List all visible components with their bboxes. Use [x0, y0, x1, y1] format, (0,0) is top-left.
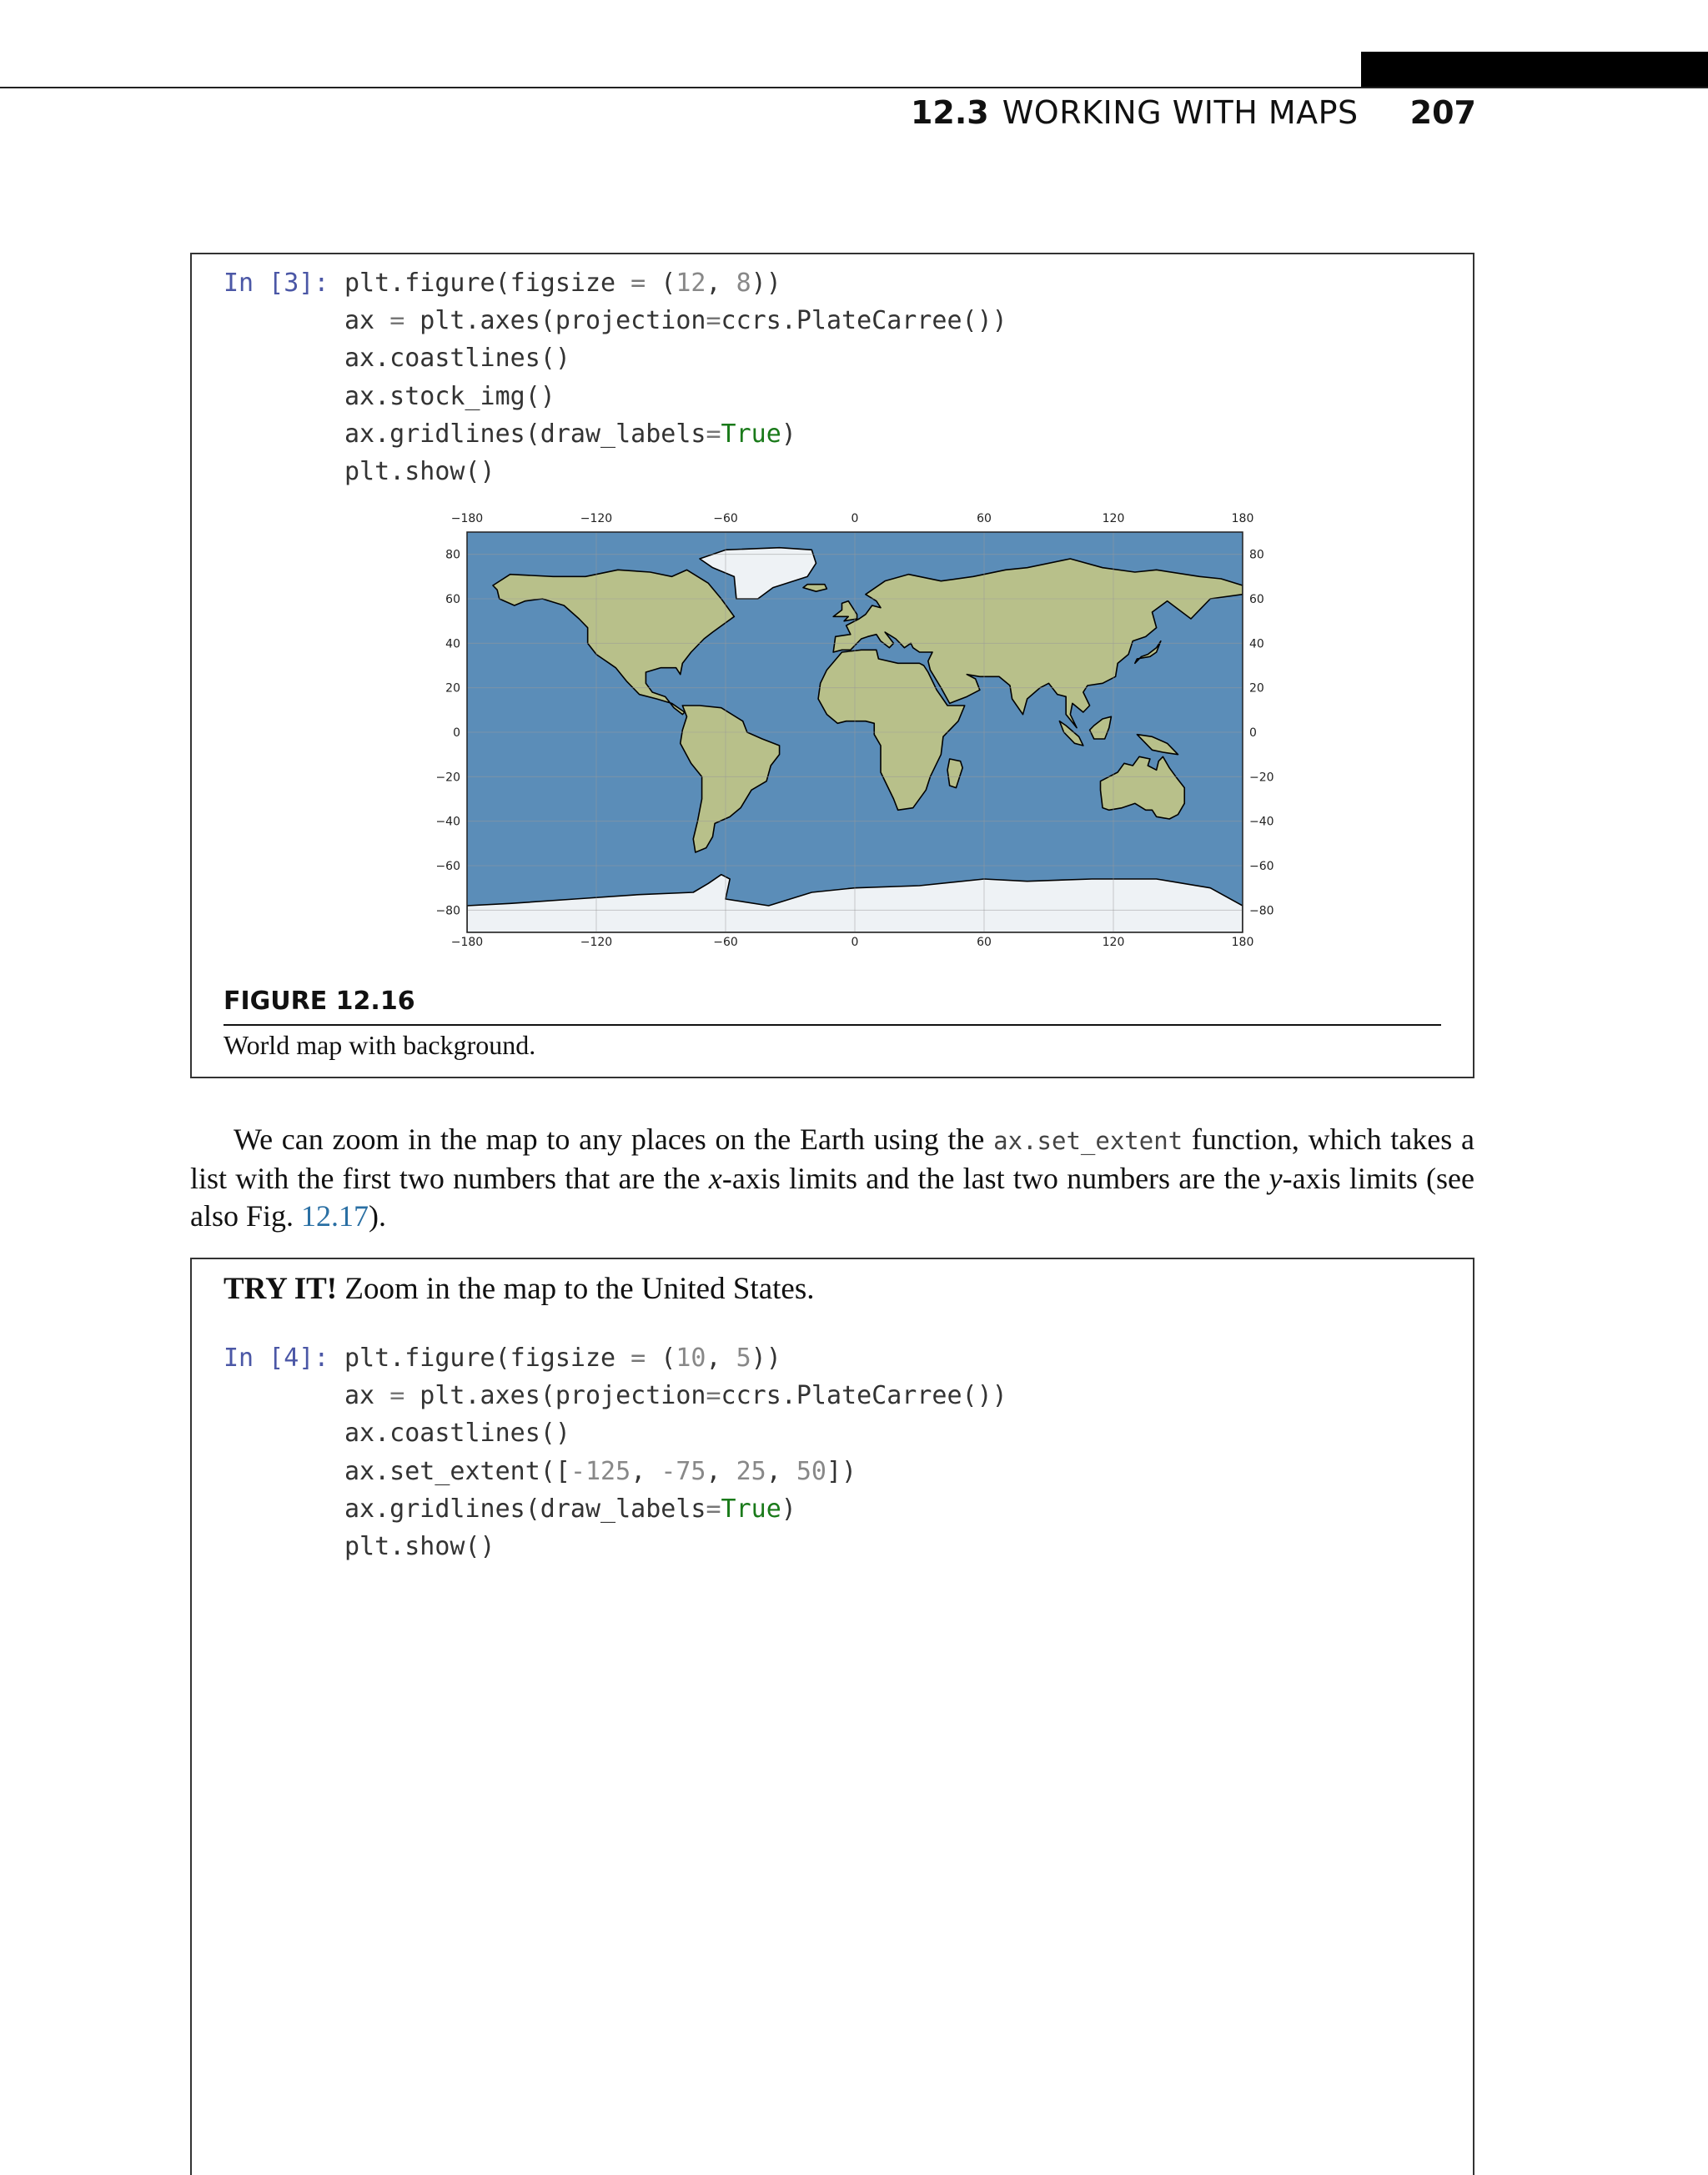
section-title: WORKING WITH MAPS	[1002, 94, 1359, 131]
code-token: )	[781, 1494, 796, 1524]
code-line	[224, 1339, 1007, 1377]
code-text	[344, 378, 555, 415]
code-indent	[224, 1528, 344, 1565]
inline-code: ax.set_extent	[993, 1127, 1183, 1155]
code-token: -125	[570, 1456, 631, 1486]
y-tick-label-left: −60	[435, 860, 460, 873]
y-tick-label-right: 80	[1249, 548, 1264, 562]
x-tick-label-top: −60	[713, 512, 738, 525]
y-tick-label-left: 0	[453, 726, 460, 740]
code-token: -75	[661, 1456, 706, 1486]
header-rule	[0, 87, 1708, 88]
code-token: ax.coastlines()	[344, 1419, 570, 1449]
code-token: plt.figure(figsize	[344, 1344, 631, 1373]
code-text	[344, 339, 570, 377]
section-number: 12.3	[910, 94, 989, 131]
code-line	[224, 1490, 1007, 1528]
paragraph-part: ).	[369, 1199, 387, 1233]
code-line	[224, 1453, 1007, 1490]
code-text	[344, 1528, 495, 1565]
code-indent	[224, 415, 344, 453]
code-line	[224, 264, 1007, 302]
italic-y: y	[1268, 1162, 1283, 1195]
code-token: (	[646, 269, 676, 298]
code-indent	[224, 1490, 344, 1528]
code-text	[344, 1490, 796, 1528]
x-tick-label-bottom: 180	[1231, 936, 1254, 949]
code-token: 8	[736, 269, 751, 298]
code-indent	[224, 453, 344, 490]
x-tick-label-bottom: −180	[450, 936, 484, 949]
code-text	[344, 415, 796, 453]
code-token: ax.set_extent([	[344, 1456, 570, 1486]
y-tick-label-right: −20	[1249, 771, 1274, 785]
code-line	[224, 1414, 1007, 1452]
header-tab-bar	[1361, 52, 1708, 88]
page-number: 207	[1409, 94, 1476, 131]
code-token: ))	[751, 269, 781, 298]
code-token: ax	[344, 306, 390, 336]
code-text	[344, 1414, 570, 1452]
code-token: =	[389, 306, 405, 336]
y-tick-label-left: 60	[445, 593, 460, 606]
y-tick-label-right: 20	[1249, 681, 1264, 696]
x-tick-label-top: 60	[977, 512, 992, 525]
y-tick-label-left: −20	[435, 771, 460, 785]
code-token: ,	[766, 1456, 796, 1486]
code-indent	[224, 1377, 344, 1414]
code-token: ccrs.PlateCarree())	[721, 1381, 1007, 1411]
code-block-4	[224, 1339, 1007, 1565]
code-indent	[224, 1414, 344, 1452]
code-line	[224, 415, 1007, 453]
code-token: =	[389, 1381, 405, 1411]
code-token: =	[630, 1344, 646, 1373]
code-block-3	[224, 264, 1007, 490]
code-token: (	[646, 1344, 676, 1373]
x-tick-label-top: −180	[450, 512, 484, 525]
code-indent	[224, 378, 344, 415]
y-tick-label-right: −60	[1249, 860, 1274, 873]
figure-reference-link[interactable]: 12.17	[301, 1199, 369, 1233]
y-tick-label-right: 0	[1249, 726, 1257, 740]
code-line	[224, 378, 1007, 415]
paragraph-text	[190, 1121, 1474, 1235]
code-text	[344, 453, 495, 490]
code-token: =	[630, 269, 646, 298]
y-tick-label-right: −80	[1249, 904, 1274, 918]
code-indent	[224, 1453, 344, 1490]
code-token: ))	[751, 1344, 781, 1373]
code-text	[344, 264, 781, 302]
cell-prompt: In [3]:	[224, 269, 329, 298]
code-token: =	[706, 1494, 721, 1524]
try-it-box	[190, 1258, 1474, 2175]
y-tick-label-left: −80	[435, 904, 460, 918]
code-token: ax.coastlines()	[344, 344, 570, 374]
x-tick-label-bottom: 60	[977, 936, 992, 949]
code-token: ax.gridlines(draw_labels	[344, 419, 706, 449]
running-head	[911, 92, 1476, 133]
try-it-text: Zoom in the map to the United States.	[337, 1272, 815, 1306]
paragraph-part: function, which takes a list with the first two numbers that are the	[190, 1123, 1474, 1195]
cell-prompt: In [4]:	[224, 1344, 329, 1373]
code-token: )	[781, 419, 796, 449]
y-tick-label-left: 80	[445, 548, 460, 562]
code-token: ,	[706, 1344, 736, 1373]
x-tick-label-top: 120	[1102, 512, 1125, 525]
y-tick-label-left: 40	[445, 637, 460, 651]
code-token: 50	[796, 1456, 826, 1486]
code-token: ccrs.PlateCarree())	[721, 306, 1007, 336]
code-token: =	[706, 1381, 721, 1411]
figure-caption: World map with background.	[224, 1030, 536, 1060]
body-paragraph	[190, 1121, 1474, 1235]
italic-x: x	[708, 1162, 722, 1195]
code-token: ,	[706, 1456, 736, 1486]
code-token: 5	[736, 1344, 751, 1373]
x-tick-label-bottom: −60	[713, 936, 738, 949]
try-it-label: TRY IT!	[224, 1272, 338, 1306]
code-text	[344, 302, 1007, 339]
code-line	[224, 1528, 1007, 1565]
try-it-heading	[224, 1271, 815, 1307]
code-token: ,	[706, 269, 736, 298]
code-indent	[224, 339, 344, 377]
figure-caption-rule	[224, 1024, 1441, 1026]
x-tick-label-top: 0	[851, 512, 859, 525]
code-line	[224, 453, 1007, 490]
code-token: plt.show()	[344, 457, 495, 487]
paragraph-part: -axis limits and the last two numbers are the	[721, 1162, 1269, 1195]
code-indent	[224, 302, 344, 339]
world-map-figure	[403, 503, 1287, 949]
x-tick-label-bottom: 0	[851, 936, 859, 949]
code-token: ,	[630, 1456, 661, 1486]
code-token: ax.stock_img()	[344, 381, 555, 411]
code-token: ax	[344, 1381, 390, 1411]
code-line	[224, 302, 1007, 339]
code-token: 10	[676, 1344, 706, 1373]
code-token: plt.axes(projection	[404, 1381, 706, 1411]
code-cell-box-3	[190, 253, 1474, 1078]
y-tick-label-right: −40	[1249, 815, 1274, 829]
paragraph-part: -axis limits (see also Fig.	[190, 1162, 1475, 1233]
code-token: True	[721, 1494, 781, 1524]
y-tick-label-right: 40	[1249, 637, 1264, 651]
code-token: plt.show()	[344, 1532, 495, 1562]
code-token: 25	[736, 1456, 766, 1486]
y-tick-label-right: 60	[1249, 593, 1264, 606]
y-tick-label-left: 20	[445, 681, 460, 696]
code-token: ax.gridlines(draw_labels	[344, 1494, 706, 1524]
code-text	[344, 1453, 857, 1490]
x-tick-label-bottom: 120	[1102, 936, 1125, 949]
x-tick-label-top: 180	[1231, 512, 1254, 525]
code-token: True	[721, 419, 781, 449]
x-tick-label-bottom: −120	[580, 936, 613, 949]
code-text	[344, 1377, 1007, 1414]
code-token: plt.axes(projection	[404, 306, 706, 336]
code-token: 12	[676, 269, 706, 298]
y-tick-label-left: −40	[435, 815, 460, 829]
code-text	[344, 1339, 781, 1377]
world-map-svg	[403, 503, 1287, 949]
code-token: =	[706, 419, 721, 449]
code-line	[224, 339, 1007, 377]
code-line	[224, 1377, 1007, 1414]
code-token: ])	[826, 1456, 857, 1486]
paragraph-part: We can zoom in the map to any places on the Earth using the	[234, 1123, 994, 1156]
code-token: plt.figure(figsize	[344, 269, 631, 298]
x-tick-label-top: −120	[580, 512, 613, 525]
code-token: =	[706, 306, 721, 336]
figure-label: FIGURE 12.16	[224, 987, 415, 1016]
